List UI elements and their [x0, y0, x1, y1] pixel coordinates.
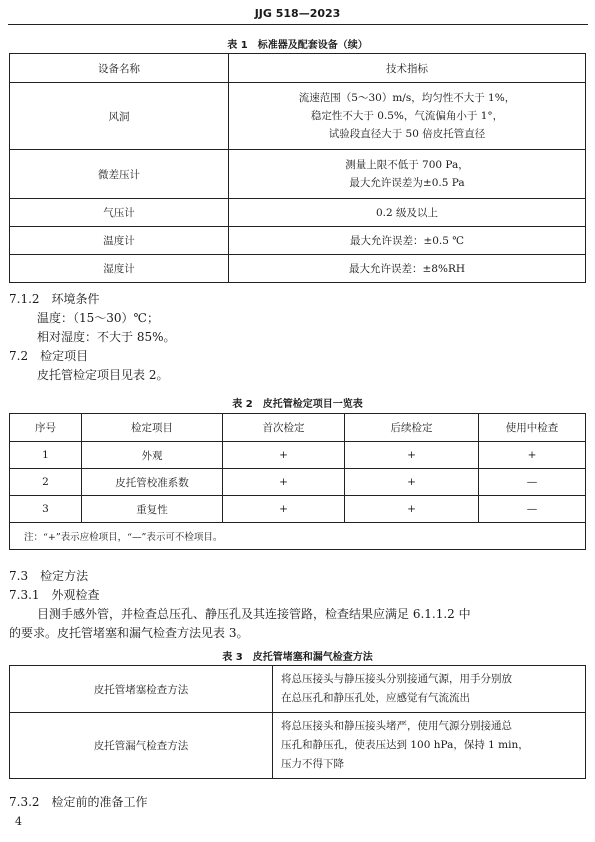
table1-cell-spec: 最大允许误差：±8%RH: [229, 255, 586, 283]
table1-cell-spec: [229, 83, 586, 150]
table-row: [10, 713, 586, 779]
table-row: [10, 666, 586, 713]
table3-cell-desc: [273, 666, 586, 713]
table-row: [10, 199, 586, 227]
table2-note: 注：“+”表示应检项目，“—”表示可不检项目。: [10, 523, 586, 550]
table1-caption: 表 1 标准器及配套设备（续）: [227, 40, 368, 51]
table2-cell: 3: [10, 496, 82, 523]
section-7-3-1-title: 7.3.1 外观检查: [9, 588, 100, 602]
section-7-3-1-para-line1: 目测手感外管，并检查总压孔、静压孔及其连接管路，检查结果应满足 6.1.1.2 中: [37, 607, 471, 621]
table1: [9, 53, 586, 283]
table2-cell: +: [479, 442, 586, 469]
table2-cell: +: [223, 496, 345, 523]
table-row: [10, 83, 586, 150]
page-number: 4: [15, 815, 22, 828]
spec-line: 测量上限不低于 700 Pa，: [345, 159, 469, 171]
table1-cell-name: 风洞: [10, 83, 229, 150]
table2-cell: +: [345, 496, 479, 523]
desc-line: 将总压接头和静压接头堵严，使用气源分别接通总: [281, 720, 512, 732]
table2-header: 序号: [10, 414, 82, 442]
spec-line: 试验段直径大于 50 倍皮托管直径: [328, 128, 486, 140]
table2-cell: —: [479, 469, 586, 496]
header-rule: [8, 24, 588, 25]
table2-header: 使用中检查: [479, 414, 586, 442]
table2-cell: 皮托管校准系数: [82, 469, 223, 496]
table2-cell: +: [223, 442, 345, 469]
section-7-3-2-title: 7.3.2 检定前的准备工作: [9, 795, 148, 809]
table1-cell-name: 湿度计: [10, 255, 229, 283]
table2-header: 后续检定: [345, 414, 479, 442]
table1-header-spec: 技术指标: [229, 54, 586, 83]
table-row: [10, 255, 586, 283]
table2-header: 检定项目: [82, 414, 223, 442]
env-humidity: 相对湿度：不大于 85%。: [37, 330, 176, 344]
table2: [9, 413, 586, 550]
table2-cell: 外观: [82, 442, 223, 469]
table2-cell: +: [345, 469, 479, 496]
table2-cell: —: [479, 496, 586, 523]
desc-line: 在总压孔和静压孔处，应感觉有气流流出: [281, 692, 470, 704]
table2-cell: 2: [10, 469, 82, 496]
table3-caption: 表 3 皮托管堵塞和漏气检查方法: [222, 652, 373, 663]
spec-line: 最大允许误差为±0.5 Pa: [349, 177, 465, 189]
section-7-2-title: 7.2 检定项目: [9, 349, 89, 363]
table1-cell-spec: [229, 150, 586, 199]
desc-line: 压力不得下降: [281, 758, 344, 770]
table2-caption: 表 2 皮托管检定项目一览表: [232, 399, 363, 410]
table-row: [10, 496, 586, 523]
table1-cell-name: 温度计: [10, 227, 229, 255]
table2-cell: 重复性: [82, 496, 223, 523]
table-row: [10, 469, 586, 496]
spec-line: 稳定性不大于 0.5%，气流偏角小于 1°，: [310, 110, 504, 122]
env-temperature: 温度：（15～30）℃；: [37, 311, 159, 325]
table3: [9, 665, 586, 779]
table3-cell-name: 皮托管漏气检查方法: [10, 713, 273, 779]
table1-cell-spec: 最大允许误差：±0.5 ℃: [229, 227, 586, 255]
table2-cell: +: [223, 469, 345, 496]
section-7-3-title: 7.3 检定方法: [9, 569, 89, 583]
table3-cell-desc: [273, 713, 586, 779]
table1-cell-name: 气压计: [10, 199, 229, 227]
table2-cell: +: [345, 442, 479, 469]
table-row: [10, 227, 586, 255]
section-7-3-1-para-line2: 的要求。皮托管堵塞和漏气检查方法见表 3。: [9, 626, 249, 640]
table-row: [10, 442, 586, 469]
table3-cell-name: 皮托管堵塞检查方法: [10, 666, 273, 713]
spec-line: 流速范围（5～30）m/s，均匀性不大于 1%，: [298, 92, 516, 104]
table1-cell-name: 微差压计: [10, 150, 229, 199]
table2-cell: 1: [10, 442, 82, 469]
section-7-2-text: 皮托管检定项目见表 2。: [37, 368, 169, 382]
table2-note-row: [10, 523, 586, 550]
desc-line: 将总压接头与静压接头分别接通气源，用手分别放: [281, 673, 512, 685]
table1-header-name: 设备名称: [10, 54, 229, 83]
standard-number: JJG 518—2023: [254, 7, 341, 20]
table1-cell-spec: 0.2 级及以上: [229, 199, 586, 227]
section-7-1-2-title: 7.1.2 环境条件: [9, 292, 100, 306]
table2-header: 首次检定: [223, 414, 345, 442]
desc-line: 压孔和静压孔，使表压达到 100 hPa，保持 1 min，: [281, 739, 529, 751]
table-row: [10, 150, 586, 199]
